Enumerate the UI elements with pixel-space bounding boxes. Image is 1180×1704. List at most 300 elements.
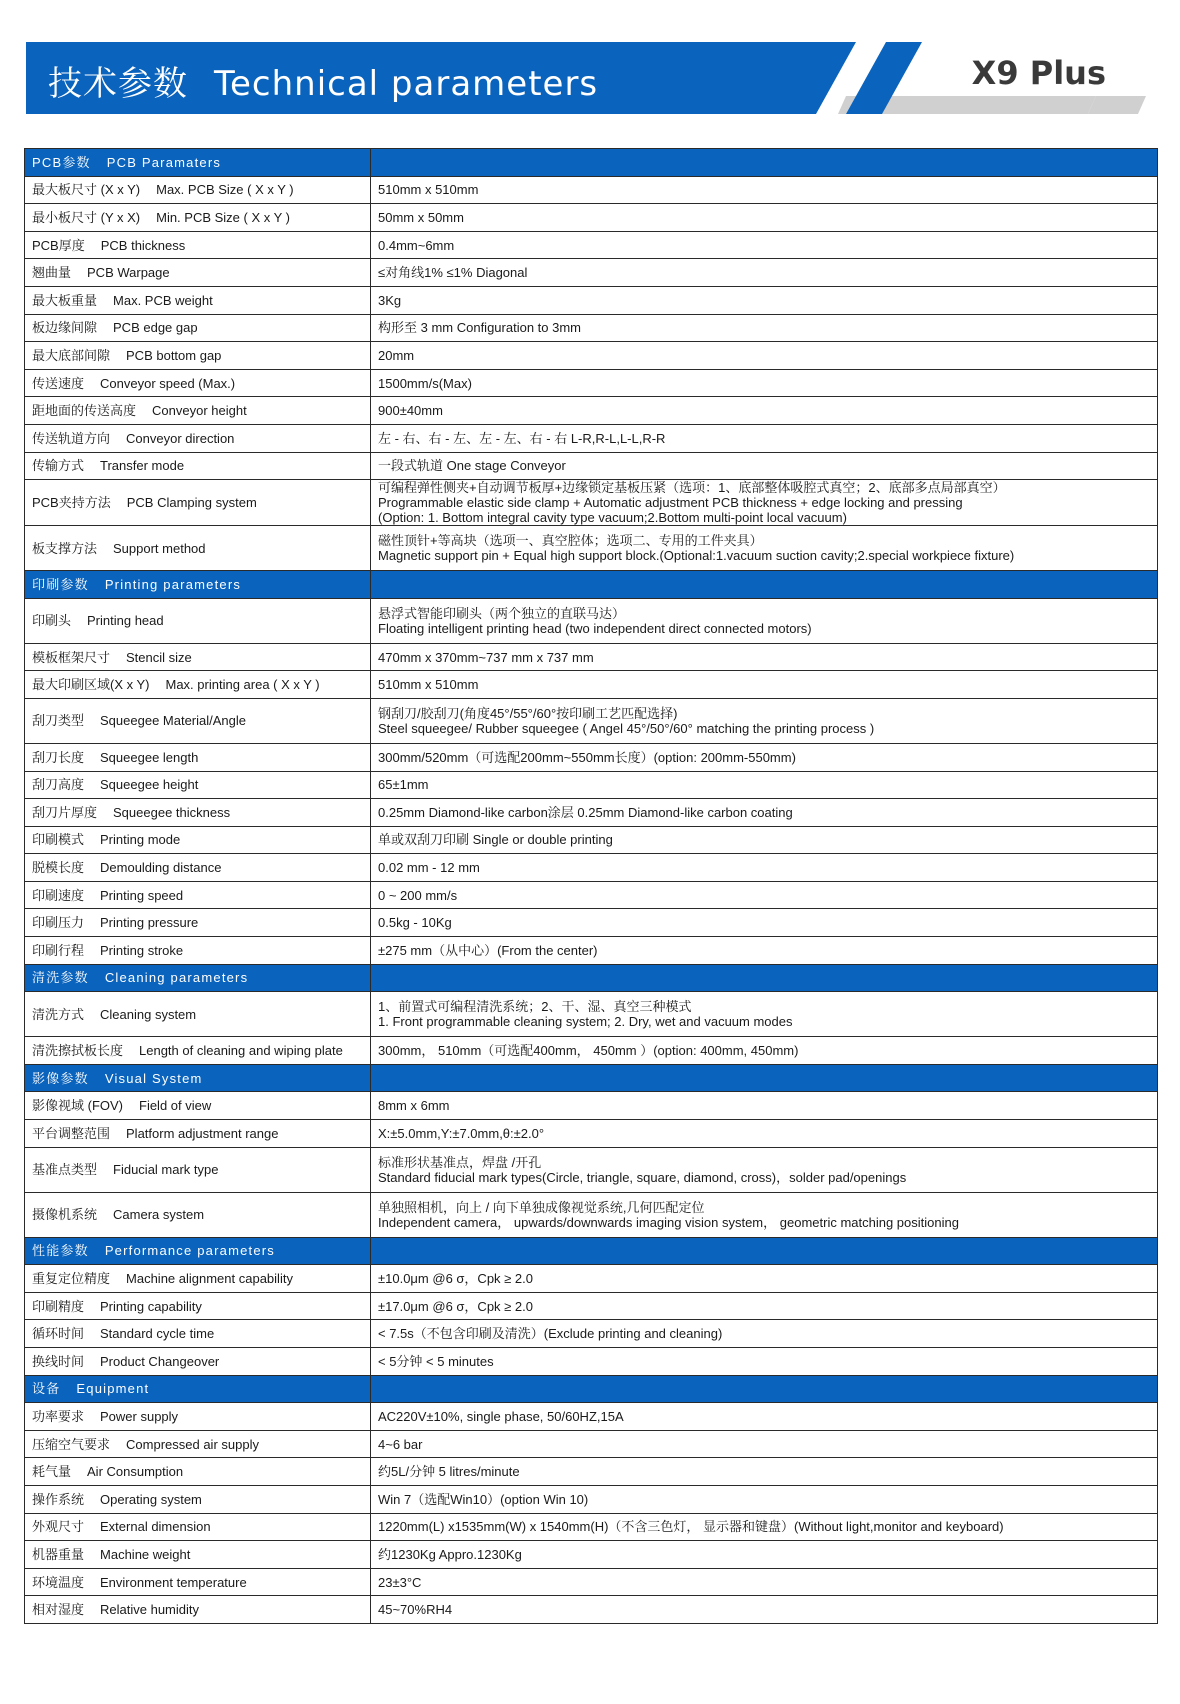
parameter-label-zh: 清洗方式 [32,1006,85,1022]
parameter-value [371,286,1158,314]
spec-row [25,1192,1158,1237]
parameter-value-line: (Option: 1. Bottom integral cavity type vacuum;2.Bottom multi-point local vacuum) [378,510,847,526]
spec-row [25,771,1158,799]
parameter-value [371,1568,1158,1596]
parameter-label [25,1458,371,1486]
banner-grey-bar [1088,96,1146,114]
parameter-label [25,1541,371,1569]
parameter-label-zh: PCB夹持方法 [32,495,111,511]
parameter-label-zh: 最大底部间隙 [32,347,111,363]
title-en: Technical parameters [214,64,599,104]
parameter-label-en: Min. PCB Size ( X x Y ) [156,209,291,225]
parameter-value [371,743,1158,771]
spec-row [25,397,1158,425]
parameter-label [25,1568,371,1596]
section-title [25,964,371,992]
parameter-value [371,1513,1158,1541]
parameter-label-zh: 传送轨道方向 [32,430,111,446]
parameter-value [371,771,1158,799]
parameter-value [371,342,1158,370]
parameter-value-line: 左 - 右、右 - 左、左 - 左、右 - 右 L-R,R-L,L-L,R-R [378,430,666,446]
parameter-label-zh: 刮刀高度 [32,777,85,793]
spec-row [25,1292,1158,1320]
parameter-value [371,1541,1158,1569]
parameter-label-zh: 印刷速度 [32,887,85,903]
parameter-value [371,854,1158,882]
parameter-label-zh: 印刷模式 [32,832,85,848]
parameter-value-line: 4~6 bar [378,1436,423,1452]
spec-table [24,148,1158,1624]
spec-row [25,992,1158,1037]
parameter-label-en: Max. PCB weight [113,292,213,308]
parameter-label-en: Transfer mode [100,458,185,474]
parameter-value [371,1348,1158,1376]
header-banner [26,42,1146,114]
section-value-cell [371,571,1158,599]
parameter-label-en: Squeegee height [100,777,199,793]
parameter-label [25,1292,371,1320]
parameter-value-line: 1、前置式可编程清洗系统；2、干、湿、真空三种模式 [378,999,692,1015]
parameter-label-zh: 换线时间 [32,1353,85,1369]
section-title-zh: 设备 [32,1381,61,1397]
parameter-label [25,369,371,397]
section-title-zh: 影像参数 [32,1070,89,1086]
parameter-label [25,598,371,643]
parameter-value [371,1037,1158,1065]
parameter-label [25,909,371,937]
spec-row [25,231,1158,259]
parameter-label-en: Support method [113,540,206,556]
parameter-label-zh: 操作系统 [32,1491,85,1507]
parameter-value-line: 900±40mm [378,403,443,419]
parameter-label-zh: 摄像机系统 [32,1207,98,1223]
spec-row [25,526,1158,571]
parameter-value [371,480,1158,526]
parameter-label-zh: 印刷压力 [32,915,85,931]
parameter-value-line: 510mm x 510mm [378,677,479,693]
parameter-label [25,259,371,287]
parameter-value [371,424,1158,452]
section-title-zh: PCB参数 [32,154,91,170]
parameter-value [371,1092,1158,1120]
parameter-label-en: Demoulding distance [100,860,222,876]
spec-row [25,1596,1158,1624]
parameter-label-en: Compressed air supply [126,1436,259,1452]
parameter-value-line: 1220mm(L) x1535mm(W) x 1540mm(H)（不含三色灯， 显示器和键盘）(Without light,monitor and keyboard) [378,1519,1004,1535]
parameter-label [25,992,371,1037]
parameter-value-line: X:±5.0mm,Y:±7.0mm,θ:±2.0° [378,1125,545,1141]
parameter-label-en: Product Changeover [100,1353,220,1369]
parameter-value-line: 约5L/分钟 5 litres/minute [378,1464,520,1480]
parameter-value-line: 510mm x 510mm [378,182,479,198]
parameter-label-zh: 最大板尺寸 (X x Y) [32,182,141,198]
parameter-value [371,909,1158,937]
parameter-label-zh: 功率要求 [32,1408,85,1424]
parameter-label-en: Power supply [100,1408,179,1424]
parameter-label-zh: 翘曲量 [32,265,72,281]
parameter-label-en: Field of view [139,1098,212,1114]
parameter-label [25,1120,371,1148]
parameter-value-line: 一段式轨道 One stage Conveyor [378,458,566,474]
parameter-value [371,671,1158,699]
parameter-label [25,881,371,909]
parameter-label-en: Camera system [113,1207,205,1223]
spec-row [25,1147,1158,1192]
parameter-label-zh: 平台调整范围 [32,1125,111,1141]
section-header-row [25,571,1158,599]
parameter-label-zh: 外观尺寸 [32,1519,85,1535]
parameter-label [25,799,371,827]
parameter-label-zh: 相对湿度 [32,1602,85,1618]
parameter-value [371,1265,1158,1293]
parameter-value-line: < 5分钟 < 5 minutes [378,1353,494,1369]
parameter-label [25,1348,371,1376]
parameter-label-en: Max. printing area ( X x Y ) [165,677,320,693]
parameter-value-line: AC220V±10%, single phase, 50/60HZ,15A [378,1408,624,1424]
spec-row [25,480,1158,526]
section-title [25,149,371,177]
parameter-value [371,1292,1158,1320]
spec-row [25,1430,1158,1458]
parameter-label-en: Squeegee Material/Angle [100,713,247,729]
parameter-label [25,743,371,771]
parameter-label-zh: 清洗擦拭板长度 [32,1043,124,1059]
spec-row [25,1092,1158,1120]
section-title-zh: 清洗参数 [32,970,89,986]
parameter-value-line: Floating intelligent printing head (two independent direct connected motors) [378,620,812,636]
parameter-label-en: Printing head [87,613,164,629]
parameter-label-en: Squeegee thickness [113,804,231,820]
parameter-value-line: 8mm x 6mm [378,1098,450,1114]
section-title-en: Equipment [76,1381,150,1397]
parameter-label [25,342,371,370]
spec-row [25,698,1158,743]
parameter-label-zh: 刮刀类型 [32,713,85,729]
section-header-row [25,1375,1158,1403]
parameter-value [371,937,1158,965]
parameter-label-zh: 环境温度 [32,1574,85,1590]
parameter-value-line: Steel squeegee/ Rubber squeegee ( Angel 45°/50°/60° matching the printing process ) [378,720,875,736]
spec-row [25,1485,1158,1513]
parameter-label-en: Printing stroke [100,942,184,958]
spec-row [25,1513,1158,1541]
parameter-value-line: 0.02 mm - 12 mm [378,860,480,876]
parameter-value-line: 单或双刮刀印刷 Single or double printing [378,832,613,848]
spec-row [25,1541,1158,1569]
parameter-value [371,643,1158,671]
spec-row [25,314,1158,342]
parameter-value-line: 23±3°C [378,1574,422,1590]
parameter-label [25,480,371,526]
parameter-label [25,286,371,314]
parameter-label-en: Stencil size [126,649,192,665]
parameter-label-en: Max. PCB Size ( X x Y ) [156,182,294,198]
spec-row [25,259,1158,287]
parameter-value [371,992,1158,1037]
parameter-value-line: 65±1mm [378,777,429,793]
parameter-label-en: Printing mode [100,832,181,848]
parameter-label-zh: 最大印刷区域(X x Y) [32,677,150,693]
spec-row [25,286,1158,314]
parameter-value [371,397,1158,425]
section-header-row [25,1237,1158,1265]
section-value-cell [371,149,1158,177]
section-title [25,1375,371,1403]
parameter-label-zh: 最大板重量 [32,292,98,308]
parameter-label [25,204,371,232]
parameter-label [25,1485,371,1513]
parameter-label-en: Environment temperature [100,1574,247,1590]
section-header-row [25,1064,1158,1092]
parameter-label [25,1147,371,1192]
parameter-label-en: Standard cycle time [100,1326,215,1342]
parameter-label-zh: 传送速度 [32,375,85,391]
page-title [48,56,598,105]
parameter-value-line: < 7.5s（不包含印刷及清洗）(Exclude printing and cleaning) [378,1326,723,1342]
section-value-cell [371,964,1158,992]
parameter-label-en: Length of cleaning and wiping plate [139,1043,343,1059]
parameter-value [371,1430,1158,1458]
parameter-value-line: 50mm x 50mm [378,209,464,225]
parameter-value [371,1458,1158,1486]
parameter-label [25,937,371,965]
parameter-label [25,1265,371,1293]
parameter-value-line: 300mm， 510mm（可选配400mm， 450mm ）(option: 400mm, 450mm) [378,1043,799,1059]
parameter-label-zh: 基准点类型 [32,1162,98,1178]
parameter-value [371,1485,1158,1513]
parameter-label-en: Relative humidity [100,1602,200,1618]
spec-row [25,671,1158,699]
parameter-value-line: 磁性顶针+等高块（选项一、真空腔体；选项二、专用的工件夹具） [378,533,763,549]
spec-row [25,204,1158,232]
parameter-label [25,771,371,799]
spec-row [25,799,1158,827]
parameter-label [25,1037,371,1065]
section-title-zh: 印刷参数 [32,576,89,592]
parameter-label [25,314,371,342]
parameter-label-en: Conveyor direction [126,430,235,446]
parameter-label-zh: 板边缘间隙 [32,320,98,336]
parameter-label-zh: 印刷头 [32,613,72,629]
spec-row [25,881,1158,909]
parameter-value [371,1192,1158,1237]
spec-table-body [25,149,1158,1624]
spec-row [25,1458,1158,1486]
parameter-label-zh: 循环时间 [32,1326,85,1342]
parameter-value [371,1403,1158,1431]
parameter-label-en: PCB bottom gap [126,347,222,363]
parameter-label-zh: 传输方式 [32,458,85,474]
parameter-label [25,231,371,259]
parameter-label [25,424,371,452]
parameter-value [371,204,1158,232]
parameter-label [25,1403,371,1431]
parameter-value-line: ±275 mm（从中心）(From the center) [378,942,598,958]
section-title [25,571,371,599]
spec-row [25,1037,1158,1065]
parameter-value-line: 3Kg [378,292,402,308]
parameter-label [25,1320,371,1348]
parameter-value [371,231,1158,259]
parameter-label-en: Machine alignment capability [126,1271,293,1287]
parameter-label-en: Operating system [100,1491,202,1507]
parameter-value [371,598,1158,643]
parameter-label-zh: 影像视域 (FOV) [32,1098,123,1114]
title-zh: 技术参数 [48,64,188,104]
parameter-value-line: 钢刮刀/胶刮刀(角度45°/55°/60°按印刷工艺匹配选择) [378,705,678,721]
parameter-value [371,1120,1158,1148]
parameter-label-en: Cleaning system [100,1006,197,1022]
parameter-value-line: 0.4mm~6mm [378,237,455,253]
parameter-label-zh: 最小板尺寸 (Y x X) [32,209,141,225]
parameter-label-zh: 板支撑方法 [32,540,98,556]
parameter-label-en: Squeegee length [100,749,199,765]
spec-row [25,909,1158,937]
parameter-label-zh: 模板框架尺寸 [32,649,111,665]
parameter-value [371,799,1158,827]
section-title-en: Performance parameters [104,1243,275,1259]
spec-row [25,424,1158,452]
parameter-label-en: Printing speed [100,887,184,903]
parameter-value [371,881,1158,909]
parameter-label-zh: 印刷行程 [32,942,85,958]
spec-row [25,854,1158,882]
parameter-label-en: PCB Warpage [87,265,170,281]
parameter-value [371,314,1158,342]
section-title-zh: 性能参数 [32,1243,89,1259]
parameter-value [371,369,1158,397]
parameter-value-line: 悬浮式智能印刷头（两个独立的直联马达） [378,605,626,621]
parameter-label-en: PCB Clamping system [126,495,257,511]
parameter-value-line: Programmable elastic side clamp + Automatic adjustment PCB thickness + edge locking and pressing [378,495,963,511]
parameter-value-line: 0.25mm Diamond-like carbon涂层 0.25mm Diamond-like carbon coating [378,804,793,820]
parameter-label-en: Fiducial mark type [113,1162,219,1178]
parameter-value-line: 45~70%RH4 [378,1602,453,1618]
parameter-label [25,1596,371,1624]
parameter-label [25,452,371,480]
parameter-value [371,826,1158,854]
parameter-value-line: 470mm x 370mm~737 mm x 737 mm [378,649,594,665]
parameter-value [371,698,1158,743]
parameter-value [371,1147,1158,1192]
parameter-label-en: PCB edge gap [113,320,198,336]
spec-row [25,1320,1158,1348]
parameter-label-zh: 机器重量 [32,1546,85,1562]
section-title-en: Cleaning parameters [104,970,249,986]
parameter-value-line: 单独照相机，向上 / 向下单独成像视觉系统,几何匹配定位 [378,1199,705,1215]
parameter-value [371,176,1158,204]
spec-row [25,1348,1158,1376]
parameter-label-zh: 压缩空气要求 [32,1436,111,1452]
parameter-label-zh: 印刷精度 [32,1298,85,1314]
parameter-label [25,1092,371,1120]
section-title [25,1064,371,1092]
parameter-label-en: Printing capability [100,1298,202,1314]
parameter-label-en: Conveyor speed (Max.) [100,375,236,391]
parameter-value-line: 300mm/520mm（可选配200mm~550mm长度）(option: 200mm-550mm) [378,749,796,765]
parameter-label-zh: 重复定位精度 [32,1271,111,1287]
parameter-label-en: External dimension [100,1519,211,1535]
parameter-label [25,854,371,882]
parameter-label [25,1192,371,1237]
parameter-value [371,452,1158,480]
parameter-label [25,698,371,743]
spec-row [25,743,1158,771]
parameter-label-zh: 距地面的传送高度 [32,403,137,419]
spec-row [25,598,1158,643]
parameter-label [25,526,371,571]
parameter-label-en: Platform adjustment range [126,1125,279,1141]
section-value-cell [371,1237,1158,1265]
spec-row [25,643,1158,671]
section-title-en: Visual System [104,1070,203,1086]
parameter-value-line: Standard fiducial mark types(Circle, triangle, square, diamond, cross)，solder pad/openings [378,1169,907,1185]
parameter-label-en: Printing pressure [100,915,199,931]
parameter-value-line: 0.5kg - 10Kg [378,915,452,931]
parameter-label [25,1430,371,1458]
section-title-en: PCB Paramaters [106,154,222,170]
parameter-value-line: Independent camera， upwards/downwards imaging vision system， geometric matching positioning [378,1214,959,1230]
spec-row [25,1568,1158,1596]
parameter-value [371,526,1158,571]
spec-row [25,1403,1158,1431]
spec-row [25,176,1158,204]
parameter-label [25,643,371,671]
parameter-value [371,1596,1158,1624]
parameter-label-zh: 刮刀长度 [32,749,85,765]
parameter-value [371,259,1158,287]
parameter-value-line: 20mm [378,347,415,363]
parameter-label-zh: PCB厚度 [32,237,85,253]
parameter-value-line: 标准形状基准点，焊盘 /开孔 [378,1154,542,1170]
parameter-value-line: Magnetic support pin + Equal high support block.(Optional:1.vacuum suction cavity;2.special workpiece fixture) [378,548,1015,564]
parameter-label-en: Machine weight [100,1546,191,1562]
parameter-label-zh: 耗气量 [32,1464,72,1480]
parameter-value-line: 可编程弹性侧夹+自动调节板厚+边缘锁定基板压紧（选项：1、底部整体吸腔式真空；2、底部多点局部真空） [378,480,1006,496]
parameter-value-line: 构形至 3 mm Configuration to 3mm [378,320,582,336]
parameter-value-line: 1500mm/s(Max) [378,375,472,391]
parameter-label [25,176,371,204]
parameter-value-line: 1. Front programmable cleaning system; 2. Dry, wet and vacuum modes [378,1014,793,1030]
parameter-label [25,1513,371,1541]
spec-row [25,342,1158,370]
parameter-label-zh: 刮刀片厚度 [32,804,98,820]
spec-row [25,452,1158,480]
parameter-value-line: Win 7（选配Win10）(option Win 10) [378,1491,589,1507]
spec-row [25,826,1158,854]
spec-row [25,1120,1158,1148]
section-value-cell [371,1064,1158,1092]
spec-row [25,937,1158,965]
section-title [25,1237,371,1265]
parameter-value-line: ≤对角线1% ≤1% Diagonal [378,265,528,281]
section-header-row [25,964,1158,992]
section-header-row [25,149,1158,177]
parameter-value-line: 0 ~ 200 mm/s [378,887,458,903]
parameter-label [25,397,371,425]
spec-row [25,369,1158,397]
parameter-label [25,826,371,854]
section-title-en: Printing parameters [104,576,242,592]
parameter-value-line: ±10.0μm @6 σ，Cpk ≥ 2.0 [378,1271,533,1287]
spec-row [25,1265,1158,1293]
parameter-value [371,1320,1158,1348]
parameter-label-en: Conveyor height [152,403,247,419]
parameter-label-zh: 脱模长度 [32,860,85,876]
parameter-label-en: PCB thickness [100,237,186,253]
parameter-value-line: 约1230Kg Appro.1230Kg [378,1546,522,1562]
section-value-cell [371,1375,1158,1403]
